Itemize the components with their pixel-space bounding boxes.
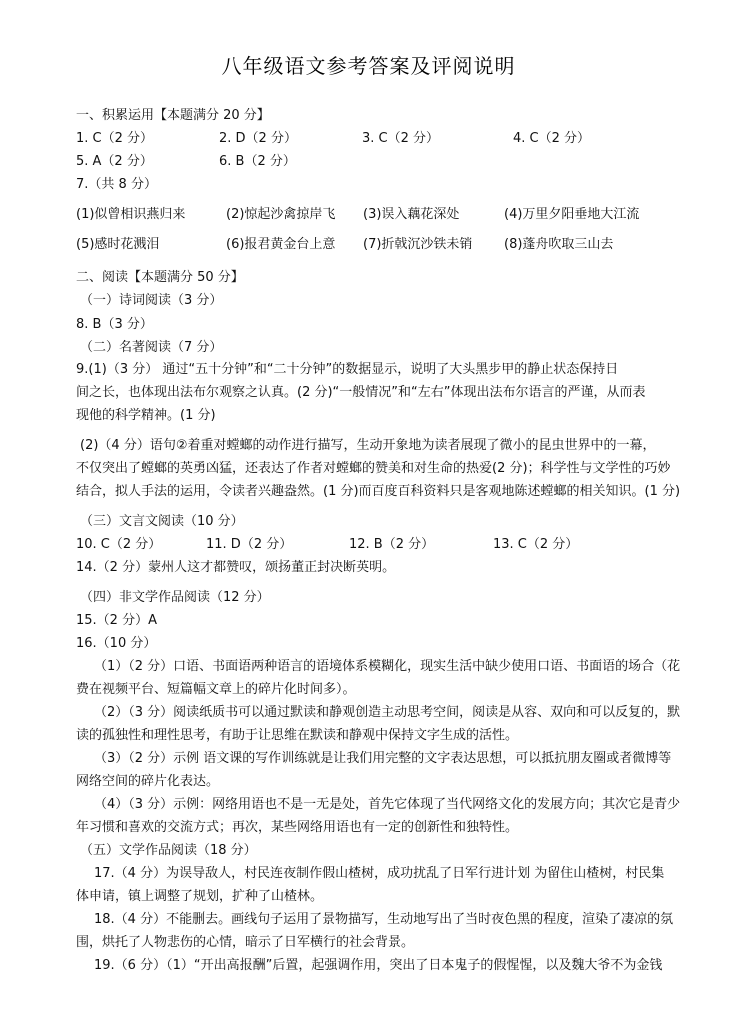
answer-item: (8)蓬舟吹取三山去 (504, 237, 614, 252)
answer-item: 5. A（2 分） (76, 154, 153, 169)
answer-line: 14.（2 分）蒙州人这才都赞叹，颂扬董正封决断英明。 (76, 560, 396, 575)
question-label: 7.（共 8 分） (76, 177, 157, 192)
subsection-heading: （三）文言文阅读（10 分） (80, 514, 244, 529)
answer-line: （4）（3 分）示例：网络用语也不是一无是处，首先它体现了当代网络文化的发展方向；其次它是青少 (94, 797, 681, 812)
subsection-heading: （四）非文学作品阅读（12 分） (80, 590, 270, 605)
page-title: 八年级语文参考答案及评阅说明 (221, 54, 516, 78)
answer-line: 9.(1)（3 分） 通过“五十分钟”和“二十分钟”的数据显示，说明了大头黑步甲的静止状态保持日 (76, 362, 619, 377)
answer-line: 间之长，也体现出法布尔观察之认真。(2 分)“一般情况”和“左右”体现出法布尔语言的严谨，从而表 (76, 385, 646, 400)
answer-item: (7)折戟沉沙铁未销 (363, 237, 473, 252)
answer-item: (2)惊起沙禽掠岸飞 (226, 207, 336, 222)
answer-item: (6)报君黄金台上意 (226, 237, 336, 252)
answer-item: 3. C（2 分） (362, 131, 440, 146)
answer-line: 围，烘托了人物悲伤的心情，暗示了日军横行的社会背景。 (76, 935, 415, 950)
answer-item: (1)似曾相识燕归来 (76, 207, 186, 222)
answer-line: （2）（3 分）阅读纸质书可以通过默读和静观创造主动思考空间，阅读是从容、双向和可以反复的，默 (94, 705, 681, 720)
question-label: 16.（10 分） (76, 636, 157, 651)
answer-line: 现他的科学精神。(1 分) (76, 408, 216, 423)
subsection-heading: （一）诗词阅读（3 分） (80, 293, 223, 308)
answer-line: （3）（2 分）示例 语文课的写作训练就是让我们用完整的文字表达思想，可以抵抗朋友圈或者微博等 (94, 751, 672, 766)
section-heading: 一、积累运用【本题满分 20 分】 (76, 108, 270, 123)
answer-item: 8. B（3 分） (76, 317, 153, 332)
answer-item: (5)感时花溅泪 (76, 237, 160, 252)
answer-item: (4)万里夕阳垂地大江流 (504, 207, 640, 222)
subsection-heading: （二）名著阅读（7 分） (80, 340, 223, 355)
answer-item: 4. C（2 分） (513, 131, 591, 146)
answer-line: 18.（4 分）不能删去。画线句子运用了景物描写，生动地写出了当时夜色黑的程度，渲染了凄凉的氛 (94, 912, 674, 927)
answer-line: （1）（2 分）口语、书面语两种语言的语境体系模糊化，现实生活中缺少使用口语、书面语的场合（花 (94, 659, 681, 674)
answer-line: 体申请，镇上调整了规划，扩种了山楂林。 (76, 889, 324, 904)
answer-line: 19.（6 分）（1）“开出高报酬”后置，起强调作用，突出了日本鬼子的假惺惺，以及魏大爷不为金钱 (94, 958, 663, 973)
subsection-heading: （五）文学作品阅读（18 分） (80, 843, 257, 858)
answer-line: 年习惯和喜欢的交流方式；再次，某些网络用语也有一定的创新性和独特性。 (76, 820, 519, 835)
answer-item: (3)误入藕花深处 (363, 207, 460, 222)
answer-item: 6. B（2 分） (219, 154, 296, 169)
answer-item: 15.（2 分）A (76, 613, 157, 628)
answer-item: 12. B（2 分） (349, 537, 435, 552)
answer-line: 不仅突出了螳螂的英勇凶猛，还表达了作者对螳螂的赞美和对生命的热爱(2 分)；科学性与文学性的巧妙 (76, 461, 671, 476)
answer-line: 17.（4 分）为误导敌人，村民连夜制作假山楂树，成功扰乱了日军行进计划 为留住山楂树，村民集 (94, 866, 665, 881)
answer-item: 13. C（2 分） (493, 537, 579, 552)
answer-line: 结合，拟人手法的运用，令读者兴趣盎然。(1 分)而百度百科资料只是客观地陈述螳螂的相关知识。(1 分) (76, 484, 681, 499)
answer-line: (2)（4 分）语句②着重对螳螂的动作进行描写，生动开象地为读者展现了微小的昆虫世界中的一幕， (80, 438, 656, 453)
answer-item: 10. C（2 分） (76, 537, 162, 552)
answer-line: 费在视频平台、短篇幅文章上的碎片化时间多）。 (76, 682, 356, 697)
answer-item: 1. C（2 分） (76, 131, 154, 146)
answer-item: 11. D（2 分） (206, 537, 293, 552)
section-heading: 二、阅读【本题满分 50 分】 (76, 270, 244, 285)
answer-line: 读的孤独性和理性思考，有助于让思维在默读和静观中保持文字生成的活性。 (76, 728, 519, 743)
answer-item: 2. D（2 分） (219, 131, 297, 146)
answer-line: 网络空间的碎片化表达。 (76, 774, 220, 789)
